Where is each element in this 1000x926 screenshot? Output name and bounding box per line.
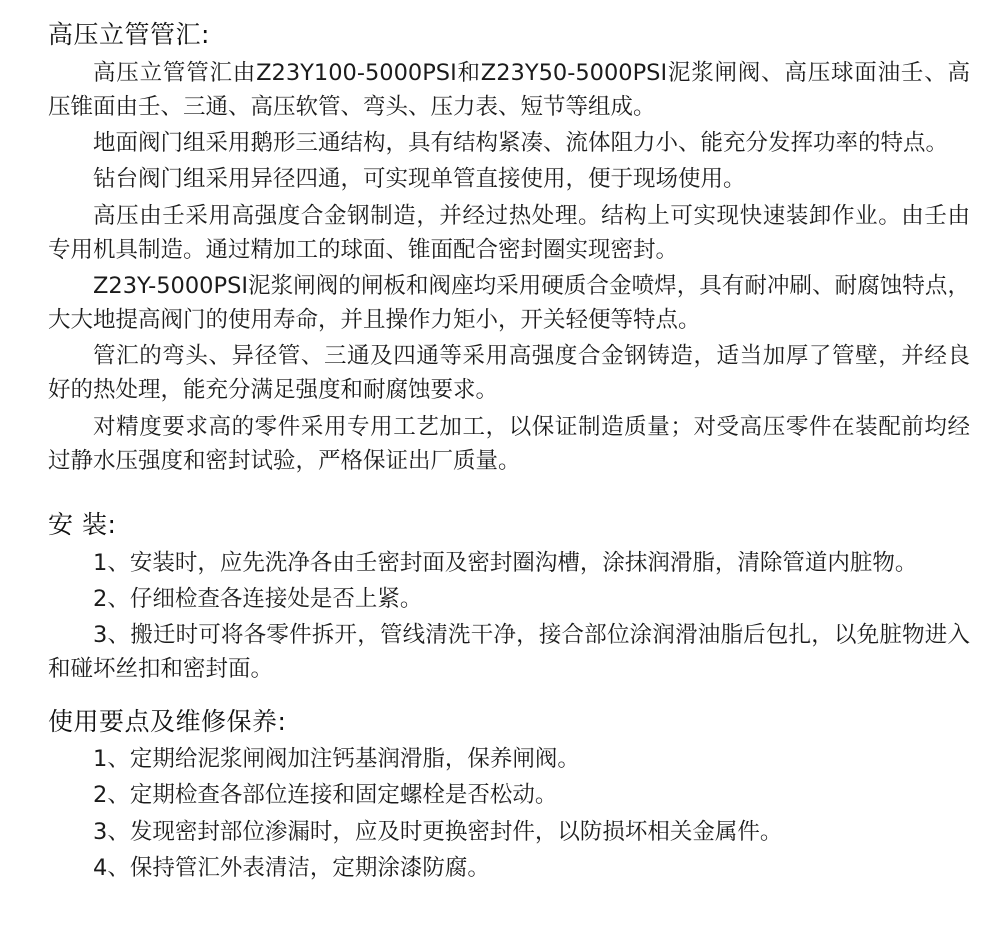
paragraph: 管汇的弯头、异径管、三通及四通等采用高强度合金钢铸造，适当加厚了管壁，并经良好的热处理，能充分满足强度和耐腐蚀要求。 [48, 343, 970, 404]
section-heading: 安 装: [48, 510, 117, 539]
paragraph: 高压由壬采用高强度合金钢制造，并经过热处理。结构上可实现快速装卸作业。由壬由专用机具制造。通过精加工的球面、锥面配合密封圈实现密封。 [48, 202, 970, 263]
section-heading: 高压立管管汇: [48, 20, 210, 49]
section-installation [48, 508, 970, 687]
paragraph: 地面阀门组采用鹅形三通结构，具有结构紧凑、流体阻力小、能充分发挥功率的特点。 [93, 130, 949, 157]
section-spacer [48, 689, 970, 705]
section-high-pressure-standpipe-manifold [48, 18, 970, 478]
list-item: 2、定期检查各部位连接和固定螺栓是否松动。 [93, 782, 558, 809]
list-item: 1、安装时，应先洗净各由壬密封面及密封圈沟槽，涂抹润滑脂，清除管道内脏物。 [93, 549, 918, 576]
list-item: 1、定期给泥浆闸阀加注钙基润滑脂，保养闸阀。 [93, 746, 580, 773]
section-spacer [48, 480, 970, 490]
section-usage-and-maintenance [48, 705, 970, 886]
paragraph: 高压立管管汇由Z23Y100-5000PSI和Z23Y50-5000PSI泥浆闸阀、高压球面油壬、高压锥面由壬、三通、高压软管、弯头、压力表、短节等组成。 [48, 59, 970, 120]
section-heading: 使用要点及维修保养: [48, 706, 287, 736]
paragraph: 钻台阀门组采用异径四通，可实现单管直接使用，便于现场使用。 [93, 166, 746, 193]
list-item: 4、保持管汇外表清洁，定期涂漆防腐。 [93, 854, 490, 881]
list-item: 3、发现密封部位渗漏时，应及时更换密封件，以防损坏相关金属件。 [93, 818, 783, 845]
paragraph: Z23Y-5000PSI泥浆闸阀的闸板和阀座均采用硬质合金喷焊，具有耐冲刷、耐腐蚀特点，大大地提高阀门的使用寿命，并且操作力矩小，开关轻便等特点。 [48, 272, 970, 334]
list-item: 2、仔细检查各连接处是否上紧。 [93, 585, 423, 612]
paragraph: 对精度要求高的零件采用专用工艺加工，以保证制造质量；对受高压零件在装配前均经过静水压强度和密封试验，严格保证出厂质量。 [48, 413, 970, 474]
list-item: 3、搬迁时可将各零件拆开，管线清洗干净，接合部位涂润滑油脂后包扎，以免脏物进入和碰坏丝扣和密封面。 [48, 622, 970, 683]
